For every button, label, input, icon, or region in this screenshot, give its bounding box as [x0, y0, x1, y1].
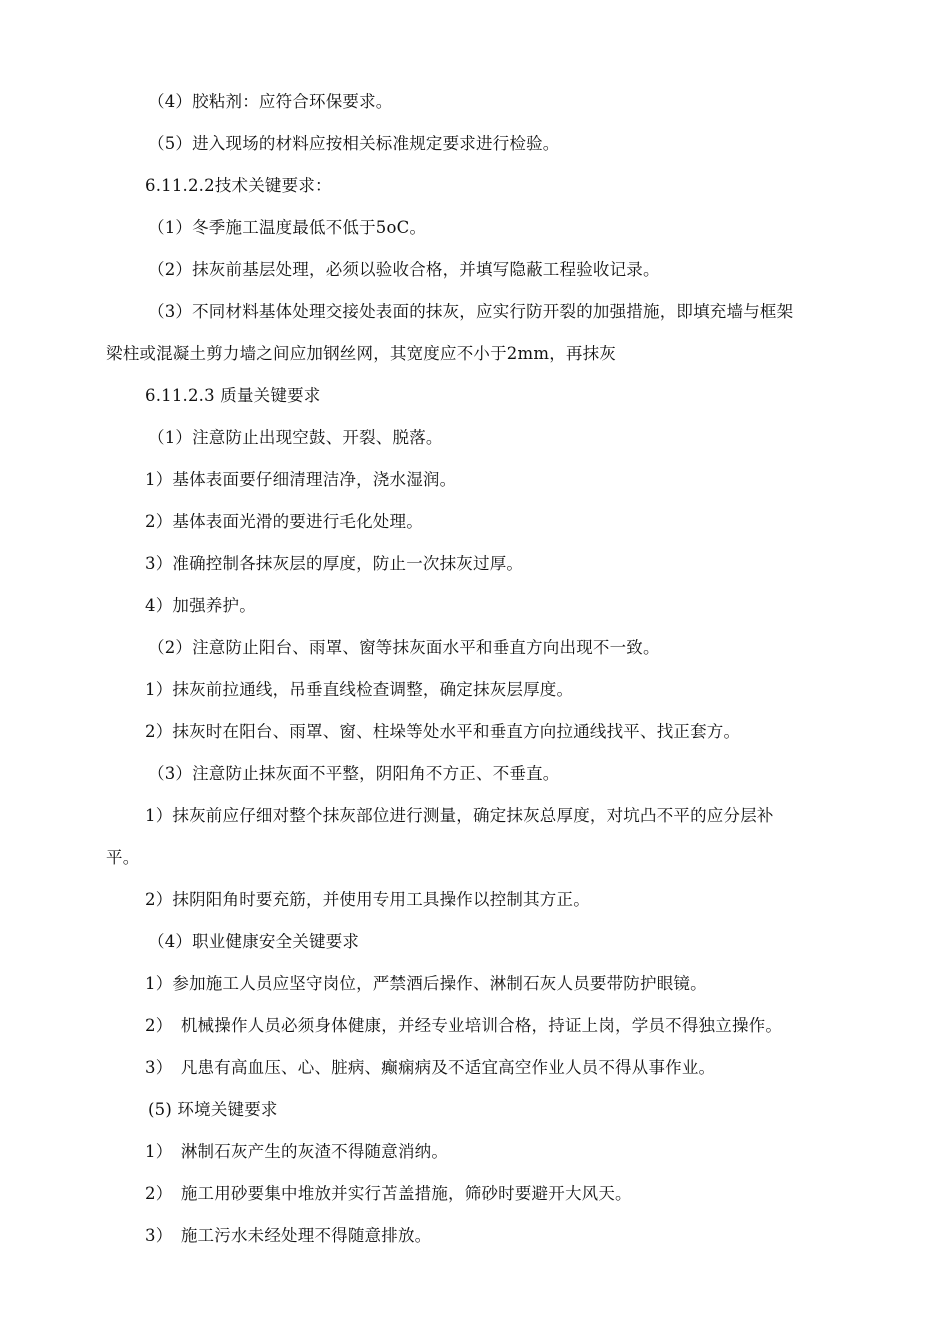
subitem-machine-operators: 2） 机械操作人员必须身体健康，并经专业培训合格，持证上岗，学员不得独立操作。: [145, 1016, 783, 1035]
subitem-measure-line1: 1）抹灰前应仔细对整个抹灰部位进行测量，确定抹灰总厚度，对坑凸不平的应分层补: [145, 806, 774, 825]
subitem-stay-at-post: 1）参加施工人员应坚守岗位，严禁酒后操作、淋制石灰人员要带防护眼镜。: [145, 974, 707, 993]
paragraph-adhesive: （4）胶粘剂：应符合环保要求。: [148, 92, 393, 111]
subitem-curing: 4）加强养护。: [145, 596, 256, 615]
item-occupational-safety: （4）职业健康安全关键要求: [148, 932, 360, 951]
subitem-measure-line2: 平。: [106, 848, 140, 867]
subitem-health-restriction: 3） 凡患有高血压、心、脏病、癫痫病及不适宜高空作业人员不得从事作业。: [145, 1058, 716, 1077]
paragraph-crack-prevention-line1: （3）不同材料基体处理交接处表面的抹灰，应实行防开裂的加强措施，即填充墙与框架: [148, 302, 794, 321]
paragraph-material-inspection: （5）进入现场的材料应按相关标准规定要求进行检验。: [148, 134, 560, 153]
subitem-wastewater: 3） 施工污水未经处理不得随意排放。: [145, 1226, 432, 1245]
paragraph-base-treatment: （2）抹灰前基层处理，必须以验收合格，并填写隐蔽工程验收记录。: [148, 260, 660, 279]
section-heading-technical: 6.11.2.2技术关键要求：: [145, 176, 332, 195]
item-surface-flatness: （3）注意防止抹灰面不平整，阴阳角不方正、不垂直。: [148, 764, 560, 783]
subitem-corner-ribs: 2）抹阴阳角时要充筋，并使用专用工具操作以控制其方正。: [145, 890, 590, 909]
subitem-level-square: 2）抹灰时在阳台、雨罩、窗、柱垛等处水平和垂直方向拉通线找平、找正套方。: [145, 722, 741, 741]
item-hollow-crack: （1）注意防止出现空鼓、开裂、脱落。: [148, 428, 443, 447]
subitem-control-thickness: 3）准确控制各抹灰层的厚度，防止一次抹灰过厚。: [145, 554, 524, 573]
section-heading-quality: 6.11.2.3 质量关键要求: [145, 386, 321, 405]
subitem-string-line: 1）抹灰前拉通线，吊垂直线检查调整，确定抹灰层厚度。: [145, 680, 574, 699]
subitem-sand-storage: 2） 施工用砂要集中堆放并实行苫盖措施，筛砂时要避开大风天。: [145, 1184, 632, 1203]
subitem-lime-residue: 1） 淋制石灰产生的灰渣不得随意消纳。: [145, 1142, 449, 1161]
paragraph-winter-temperature: （1）冬季施工温度最低不低于5oC。: [148, 218, 427, 237]
item-environment: (5) 环境关键要求: [148, 1100, 278, 1119]
paragraph-crack-prevention-line2: 梁柱或混凝土剪力墙之间应加钢丝网，其宽度应不小于2mm，再抹灰: [106, 344, 616, 363]
subitem-roughen-surface: 2）基体表面光滑的要进行毛化处理。: [145, 512, 423, 531]
item-balcony-alignment: （2）注意防止阳台、雨罩、窗等抹灰面水平和垂直方向出现不一致。: [148, 638, 660, 657]
subitem-clean-surface: 1）基体表面要仔细清理洁净，浇水湿润。: [145, 470, 457, 489]
